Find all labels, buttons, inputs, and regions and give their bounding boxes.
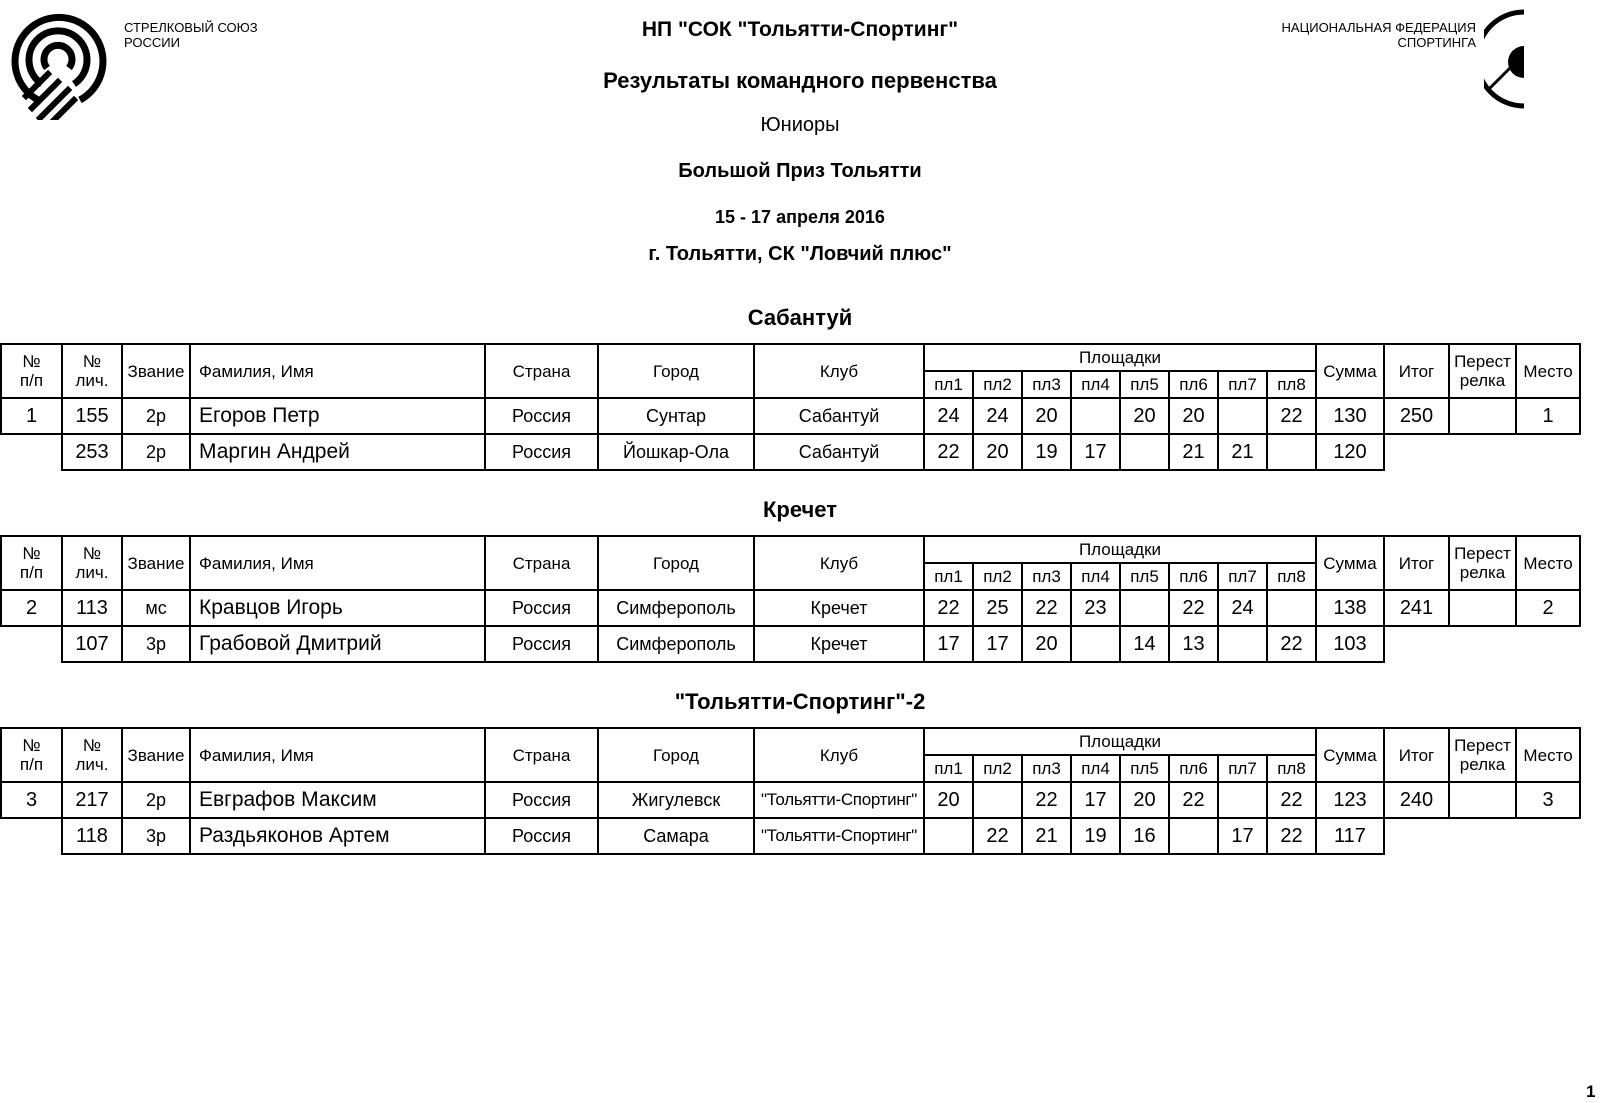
col-header-lic-line2: лич. bbox=[75, 371, 109, 390]
license-number: 217 bbox=[62, 782, 122, 818]
organization-title: НП "СОК "Тольятти-Спортинг" bbox=[641, 18, 959, 41]
athlete-city: Симферополь bbox=[598, 626, 754, 662]
ground-score-7 bbox=[1218, 398, 1267, 434]
ground-score-5 bbox=[1120, 590, 1169, 626]
ground-score-5: 20 bbox=[1120, 782, 1169, 818]
event-venue: г. Тольятти, СК "Ловчий плюс" bbox=[648, 243, 952, 265]
athlete-name: Маргин Андрей bbox=[190, 434, 485, 470]
empty-cell bbox=[1516, 818, 1580, 854]
license-number: 118 bbox=[62, 818, 122, 854]
col-header-total: Итог bbox=[1384, 536, 1449, 590]
team-number: 3 bbox=[1, 782, 62, 818]
col-header-ground-8: пл8 bbox=[1267, 755, 1316, 782]
sport-rank: 2р bbox=[122, 434, 190, 470]
col-header-shootoff bbox=[1449, 536, 1516, 590]
col-header-ground-3: пл3 bbox=[1022, 371, 1071, 398]
athlete-sum: 103 bbox=[1316, 626, 1384, 662]
ground-score-2: 20 bbox=[973, 434, 1022, 470]
col-header-ground-5: пл5 bbox=[1120, 755, 1169, 782]
table-row bbox=[1, 434, 1580, 470]
empty-cell bbox=[1384, 434, 1449, 470]
col-header-ground-5: пл5 bbox=[1120, 563, 1169, 590]
col-header-total: Итог bbox=[1384, 344, 1449, 398]
ground-score-6: 22 bbox=[1169, 782, 1218, 818]
col-header-grounds: Площадки bbox=[924, 344, 1316, 371]
athlete-club: Кречет bbox=[754, 590, 924, 626]
empty-cell bbox=[1, 818, 62, 854]
col-header-lic-line1: № bbox=[82, 544, 102, 563]
col-header-sum: Сумма bbox=[1316, 536, 1384, 590]
ground-score-1: 24 bbox=[924, 398, 973, 434]
col-header-name: Фамилия, Имя bbox=[190, 344, 485, 398]
col-header-ground-4: пл4 bbox=[1071, 371, 1120, 398]
ground-score-7 bbox=[1218, 626, 1267, 662]
col-header-name: Фамилия, Имя bbox=[190, 536, 485, 590]
col-header-num-line2: п/п bbox=[19, 371, 44, 390]
team-results-table bbox=[0, 343, 1581, 471]
team-number: 2 bbox=[1, 590, 62, 626]
shooting-union-name-line1: СТРЕЛКОВЫЙ СОЮЗ bbox=[124, 20, 258, 35]
ground-score-7 bbox=[1218, 782, 1267, 818]
ground-score-4: 19 bbox=[1071, 818, 1120, 854]
empty-cell bbox=[1384, 626, 1449, 662]
ground-score-2: 22 bbox=[973, 818, 1022, 854]
athlete-country: Россия bbox=[485, 782, 598, 818]
athlete-club: Сабантуй bbox=[754, 398, 924, 434]
table-row bbox=[1, 626, 1580, 662]
col-header-shootoff bbox=[1449, 728, 1516, 782]
document-title: Результаты командного первенства bbox=[603, 68, 997, 93]
ground-score-3: 22 bbox=[1022, 590, 1071, 626]
col-header-ground-3: пл3 bbox=[1022, 563, 1071, 590]
table-row bbox=[1, 818, 1580, 854]
col-header-city: Город bbox=[598, 536, 754, 590]
col-header-country: Страна bbox=[485, 536, 598, 590]
ground-score-5: 16 bbox=[1120, 818, 1169, 854]
team-title: Сабантуй bbox=[747, 305, 853, 330]
table-row bbox=[1, 782, 1580, 818]
athlete-country: Россия bbox=[485, 818, 598, 854]
col-header-ground-2: пл2 bbox=[973, 563, 1022, 590]
ground-score-2: 24 bbox=[973, 398, 1022, 434]
ground-score-2: 17 bbox=[973, 626, 1022, 662]
team-total: 241 bbox=[1384, 590, 1449, 626]
athlete-sum: 130 bbox=[1316, 398, 1384, 434]
team-place: 2 bbox=[1516, 590, 1580, 626]
ground-score-4: 17 bbox=[1071, 782, 1120, 818]
col-header-city: Город bbox=[598, 344, 754, 398]
col-header-total: Итог bbox=[1384, 728, 1449, 782]
col-header-lic bbox=[62, 728, 122, 782]
col-header-city: Город bbox=[598, 728, 754, 782]
team-place: 1 bbox=[1516, 398, 1580, 434]
col-header-lic bbox=[62, 536, 122, 590]
category-label: Юниоры bbox=[760, 114, 840, 136]
col-header-ground-6: пл6 bbox=[1169, 755, 1218, 782]
empty-cell bbox=[1, 626, 62, 662]
col-header-ground-1: пл1 bbox=[924, 755, 973, 782]
col-header-country: Страна bbox=[485, 728, 598, 782]
col-header-ground-1: пл1 bbox=[924, 563, 973, 590]
empty-cell bbox=[1449, 434, 1516, 470]
col-header-num bbox=[1, 536, 62, 590]
empty-cell bbox=[1516, 434, 1580, 470]
col-header-country: Страна bbox=[485, 344, 598, 398]
ground-score-3: 19 bbox=[1022, 434, 1071, 470]
athlete-city: Симферополь bbox=[598, 590, 754, 626]
col-header-ground-7: пл7 bbox=[1218, 755, 1267, 782]
ground-score-6: 22 bbox=[1169, 590, 1218, 626]
ground-score-6: 13 bbox=[1169, 626, 1218, 662]
col-header-lic bbox=[62, 344, 122, 398]
sporting-federation-name-line2: СПОРТИНГА bbox=[1397, 35, 1476, 50]
col-header-shootoff-line2: релка bbox=[1459, 563, 1506, 582]
ground-score-4 bbox=[1071, 398, 1120, 434]
table-row bbox=[1, 590, 1580, 626]
col-header-place: Место bbox=[1516, 536, 1580, 590]
sport-rank: 3р bbox=[122, 818, 190, 854]
empty-cell bbox=[1384, 818, 1449, 854]
team-results-table bbox=[0, 727, 1581, 855]
col-header-ground-3: пл3 bbox=[1022, 755, 1071, 782]
ground-score-3: 20 bbox=[1022, 626, 1071, 662]
sport-rank: 2р bbox=[122, 782, 190, 818]
col-header-shootoff-line2: релка bbox=[1459, 371, 1506, 390]
table-row bbox=[1, 398, 1580, 434]
athlete-club: "Тольятти-Спортинг" bbox=[754, 782, 924, 818]
ground-score-8 bbox=[1267, 434, 1316, 470]
ground-score-8: 22 bbox=[1267, 626, 1316, 662]
event-title: Большой Приз Тольятти bbox=[678, 160, 922, 182]
athlete-country: Россия bbox=[485, 398, 598, 434]
license-number: 155 bbox=[62, 398, 122, 434]
col-header-ground-1: пл1 bbox=[924, 371, 973, 398]
athlete-club: Кречет bbox=[754, 626, 924, 662]
ground-score-4 bbox=[1071, 626, 1120, 662]
athlete-club: Сабантуй bbox=[754, 434, 924, 470]
empty-cell bbox=[1516, 626, 1580, 662]
athlete-name: Евграфов Максим bbox=[190, 782, 485, 818]
athlete-sum: 117 bbox=[1316, 818, 1384, 854]
col-header-ground-7: пл7 bbox=[1218, 563, 1267, 590]
col-header-shootoff-line1: Перест bbox=[1454, 544, 1511, 563]
col-header-sum: Сумма bbox=[1316, 728, 1384, 782]
col-header-num-line2: п/п bbox=[19, 755, 44, 774]
athlete-name: Раздьяконов Артем bbox=[190, 818, 485, 854]
ground-score-2 bbox=[973, 782, 1022, 818]
col-header-club: Клуб bbox=[754, 536, 924, 590]
col-header-lic-line1: № bbox=[82, 352, 102, 371]
col-header-rank: Звание bbox=[122, 344, 190, 398]
sporting-federation-name-line1: НАЦИОНАЛЬНАЯ ФЕДЕРАЦИЯ bbox=[1281, 20, 1476, 35]
col-header-num-line1: № bbox=[22, 544, 41, 563]
empty-cell bbox=[1449, 818, 1516, 854]
athlete-sum: 123 bbox=[1316, 782, 1384, 818]
team-total: 240 bbox=[1384, 782, 1449, 818]
athlete-name: Егоров Петр bbox=[190, 398, 485, 434]
col-header-club: Клуб bbox=[754, 344, 924, 398]
athlete-city: Йошкар-Ола bbox=[598, 434, 754, 470]
ground-score-3: 22 bbox=[1022, 782, 1071, 818]
ground-score-1: 22 bbox=[924, 434, 973, 470]
ground-score-7: 17 bbox=[1218, 818, 1267, 854]
col-header-ground-2: пл2 bbox=[973, 371, 1022, 398]
athlete-country: Россия bbox=[485, 434, 598, 470]
team-number: 1 bbox=[1, 398, 62, 434]
ground-score-1: 22 bbox=[924, 590, 973, 626]
team-shootoff bbox=[1449, 782, 1516, 818]
table-header-row bbox=[1, 344, 1580, 371]
athlete-name: Кравцов Игорь bbox=[190, 590, 485, 626]
ground-score-1: 20 bbox=[924, 782, 973, 818]
athlete-country: Россия bbox=[485, 590, 598, 626]
team-results-table bbox=[0, 535, 1581, 663]
team-title: "Тольятти-Спортинг"-2 bbox=[674, 689, 926, 714]
col-header-ground-8: пл8 bbox=[1267, 371, 1316, 398]
col-header-ground-4: пл4 bbox=[1071, 563, 1120, 590]
team-title: Кречет bbox=[762, 497, 838, 522]
athlete-city: Сунтар bbox=[598, 398, 754, 434]
license-number: 107 bbox=[62, 626, 122, 662]
col-header-shootoff-line1: Перест bbox=[1454, 352, 1511, 371]
col-header-num bbox=[1, 344, 62, 398]
license-number: 253 bbox=[62, 434, 122, 470]
athlete-club: "Тольятти-Спортинг" bbox=[754, 818, 924, 854]
ground-score-2: 25 bbox=[973, 590, 1022, 626]
ground-score-6: 21 bbox=[1169, 434, 1218, 470]
empty-cell bbox=[1, 434, 62, 470]
athlete-country: Россия bbox=[485, 626, 598, 662]
ground-score-5: 14 bbox=[1120, 626, 1169, 662]
col-header-shootoff bbox=[1449, 344, 1516, 398]
ground-score-6: 20 bbox=[1169, 398, 1218, 434]
col-header-rank: Звание bbox=[122, 536, 190, 590]
ground-score-3: 20 bbox=[1022, 398, 1071, 434]
ground-score-8 bbox=[1267, 590, 1316, 626]
col-header-num-line1: № bbox=[22, 352, 41, 371]
team-total: 250 bbox=[1384, 398, 1449, 434]
col-header-rank: Звание bbox=[122, 728, 190, 782]
team-shootoff bbox=[1449, 398, 1516, 434]
event-dates: 15 - 17 апреля 2016 bbox=[715, 207, 885, 227]
col-header-lic-line1: № bbox=[82, 736, 102, 755]
page-number: 1 bbox=[1586, 1082, 1596, 1101]
ground-score-5: 20 bbox=[1120, 398, 1169, 434]
ground-score-8: 22 bbox=[1267, 398, 1316, 434]
ground-score-5 bbox=[1120, 434, 1169, 470]
athlete-city: Жигулевск bbox=[598, 782, 754, 818]
ground-score-4: 23 bbox=[1071, 590, 1120, 626]
col-header-sum: Сумма bbox=[1316, 344, 1384, 398]
col-header-shootoff-line2: релка bbox=[1459, 755, 1506, 774]
ground-score-4: 17 bbox=[1071, 434, 1120, 470]
col-header-lic-line2: лич. bbox=[75, 563, 109, 582]
col-header-name: Фамилия, Имя bbox=[190, 728, 485, 782]
sport-rank: 3р bbox=[122, 626, 190, 662]
ground-score-3: 21 bbox=[1022, 818, 1071, 854]
col-header-ground-4: пл4 bbox=[1071, 755, 1120, 782]
sport-rank: 2р bbox=[122, 398, 190, 434]
col-header-place: Место bbox=[1516, 344, 1580, 398]
team-shootoff bbox=[1449, 590, 1516, 626]
col-header-ground-6: пл6 bbox=[1169, 563, 1218, 590]
athlete-name: Грабовой Дмитрий bbox=[190, 626, 485, 662]
ground-score-1: 17 bbox=[924, 626, 973, 662]
ground-score-8: 22 bbox=[1267, 818, 1316, 854]
col-header-shootoff-line1: Перест bbox=[1454, 736, 1511, 755]
table-header-row bbox=[1, 728, 1580, 755]
shooting-union-name-line2: РОССИИ bbox=[124, 35, 180, 50]
athlete-sum: 138 bbox=[1316, 590, 1384, 626]
ground-score-8: 22 bbox=[1267, 782, 1316, 818]
col-header-ground-8: пл8 bbox=[1267, 563, 1316, 590]
col-header-grounds: Площадки bbox=[924, 728, 1316, 755]
ground-score-1 bbox=[924, 818, 973, 854]
col-header-num-line2: п/п bbox=[19, 563, 44, 582]
col-header-ground-2: пл2 bbox=[973, 755, 1022, 782]
col-header-lic-line2: лич. bbox=[75, 755, 109, 774]
col-header-ground-6: пл6 bbox=[1169, 371, 1218, 398]
empty-cell bbox=[1449, 626, 1516, 662]
col-header-num-line1: № bbox=[22, 736, 41, 755]
sport-rank: мс bbox=[122, 590, 190, 626]
col-header-place: Место bbox=[1516, 728, 1580, 782]
team-place: 3 bbox=[1516, 782, 1580, 818]
ground-score-6 bbox=[1169, 818, 1218, 854]
table-header-row bbox=[1, 536, 1580, 563]
col-header-grounds: Площадки bbox=[924, 536, 1316, 563]
license-number: 113 bbox=[62, 590, 122, 626]
athlete-sum: 120 bbox=[1316, 434, 1384, 470]
athlete-city: Самара bbox=[598, 818, 754, 854]
col-header-ground-7: пл7 bbox=[1218, 371, 1267, 398]
col-header-num bbox=[1, 728, 62, 782]
col-header-club: Клуб bbox=[754, 728, 924, 782]
ground-score-7: 21 bbox=[1218, 434, 1267, 470]
col-header-ground-5: пл5 bbox=[1120, 371, 1169, 398]
ground-score-7: 24 bbox=[1218, 590, 1267, 626]
